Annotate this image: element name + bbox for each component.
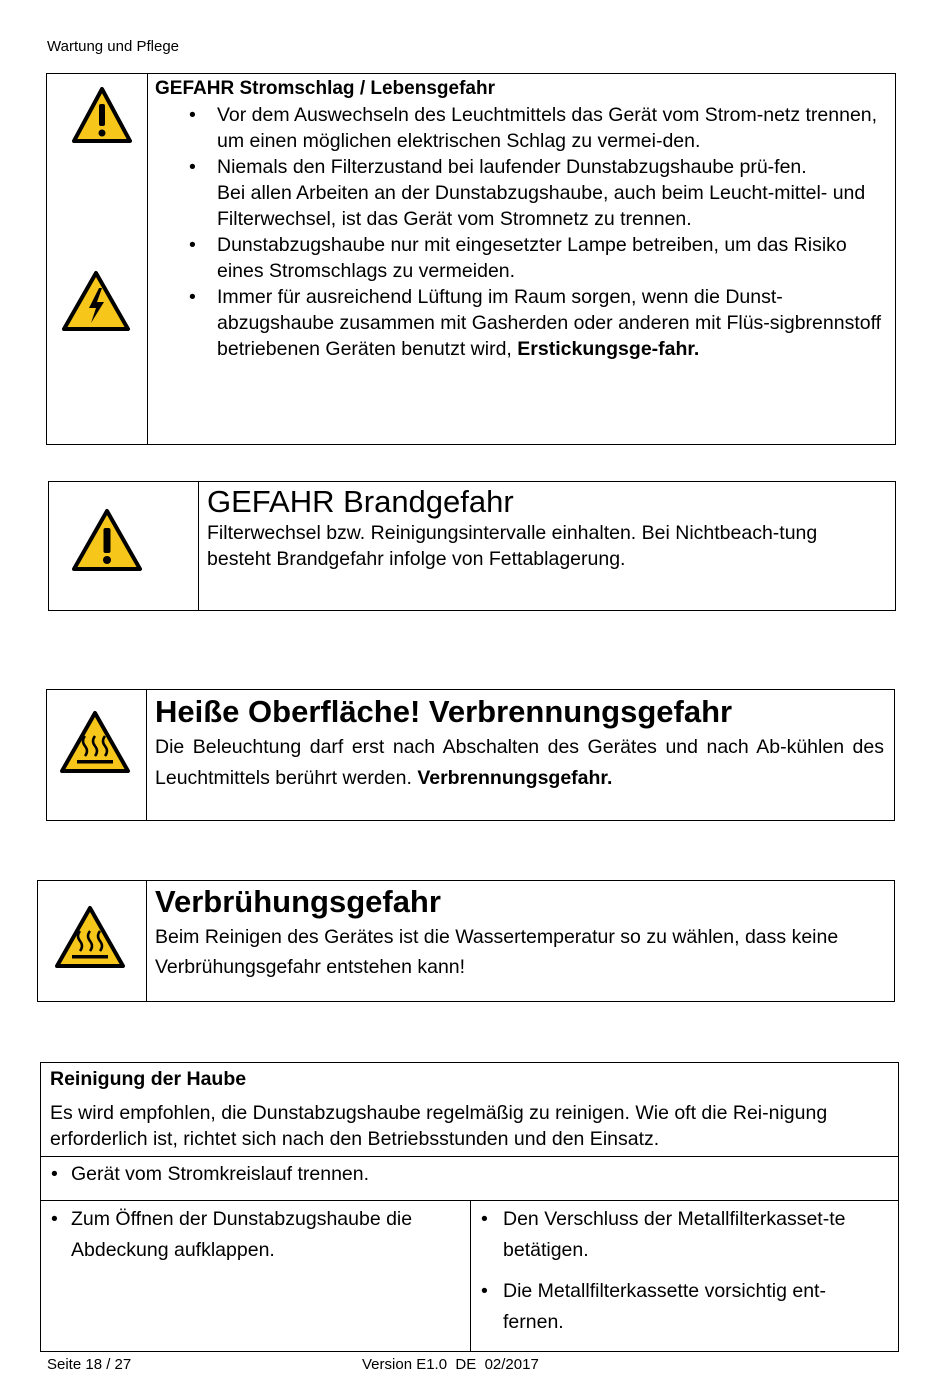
warning-title: Heiße Oberfläche! Verbrennungsgefahr [155,694,733,729]
list-item-text: Immer für ausreichend Lüftung im Raum sorgen, wenn die Dunst-abzugshaube zusammen mit Gasherden oder anderen mit Flüs-sigbrennstoff betriebenen Geräten benutzt wird, [217,286,882,360]
warning-list [155,102,885,362]
list-item [155,284,885,362]
list-item: • Zum Öffnen der Dunstabzugshaube die Abdeckung aufklappen. [41,1204,470,1266]
cleaning-step-list [470,1204,898,1338]
page-header-section: Wartung und Pflege [47,38,180,55]
list-item: • Niemals den Filterzustand bei laufender Dunstabzugshaube prü-fen. [155,154,885,180]
warning-icon-column [47,74,148,444]
list-item-text: Bei allen Arbeiten an der Dunstabzugshaube, auch beim Leucht-mittel- und Filterwechsel, ist das Gerät vom Stromnetz zu trennen. [217,182,866,230]
warning-content [146,881,894,982]
warning-title: Verbrühungsgefahr [155,884,441,919]
cleaning-intro-row [41,1063,898,1157]
emphasis-text: Erstickungsge-fahr. [517,338,700,360]
cleaning-table [40,1062,899,1352]
warning-icon-column [38,881,147,1001]
electric-hazard-icon [61,270,131,332]
hot-surface-icon [59,710,131,774]
cleaning-step-list [41,1204,470,1266]
warning-text-body: Die Beleuchtung darf erst nach Abschalten des Gerätes und nach Ab-kühlen des Leuchtmittels berührt werden. [155,736,884,789]
warning-text: Beim Reinigen des Gerätes ist die Wassertemperatur so zu wählen, dass keine Verbrühungsgefahr entstehen kann! [155,926,839,978]
warning-exclamation-icon [71,508,143,572]
cleaning-steps-row [41,1201,898,1351]
warning-content [146,690,894,794]
list-item: • Den Verschluss der Metallfilterkasset-te betätigen. [470,1204,898,1266]
cleaning-step-left-cell [41,1201,471,1351]
hot-surface-icon [54,905,126,969]
warning-box-hot-surface [46,689,895,821]
list-item: • Gerät vom Stromkreislauf trennen. [41,1160,898,1188]
cleaning-intro: Es wird empfohlen, die Dunstabzugshaube regelmäßig zu reinigen. Wie oft die Rei-nigung erforderlich ist, richtet sich nach den Betriebsstunden und den Einsatz. [50,1102,828,1150]
document-version: Version E1.0 DE 02/2017 [362,1356,539,1373]
warning-text [155,732,884,794]
page-number: Seite 18 / 27 [47,1356,132,1373]
warning-box-electric-shock [46,73,896,445]
list-item: • Vor dem Auswechseln des Leuchtmittels das Gerät vom Strom-netz trennen, um einen möglichen elektrischen Schlag zu vermei-den. [155,102,885,154]
warning-icon-column [47,690,147,820]
cleaning-step-right-cell [470,1201,898,1351]
warning-box-scalding [37,880,895,1002]
emphasis-text: Verbrennungsgefahr. [417,767,613,789]
list-item-continuation [155,180,885,232]
warning-content [147,74,895,362]
warning-title: GEFAHR Brandgefahr [207,484,514,519]
cleaning-step-row [41,1157,898,1201]
warning-exclamation-icon [71,86,133,144]
warning-text: Filterwechsel bzw. Reinigungsintervalle einhalten. Bei Nichtbeach-tung besteht Brandgefahr infolge von Fettablagerung. [207,522,818,570]
list-item: • Dunstabzugshaube nur mit eingesetzter Lampe betreiben, um das Risiko eines Stromschlags zu vermeiden. [155,232,885,284]
warning-box-fire-hazard [48,481,896,611]
cleaning-step-list [41,1157,898,1188]
warning-icon-column [49,482,199,610]
list-item: • Die Metallfilterkassette vorsichtig ent-fernen. [470,1276,898,1338]
warning-title: GEFAHR Stromschlag / Lebensgefahr [155,78,495,99]
warning-content [198,482,895,572]
cleaning-heading: Reinigung der Haube [50,1068,247,1090]
